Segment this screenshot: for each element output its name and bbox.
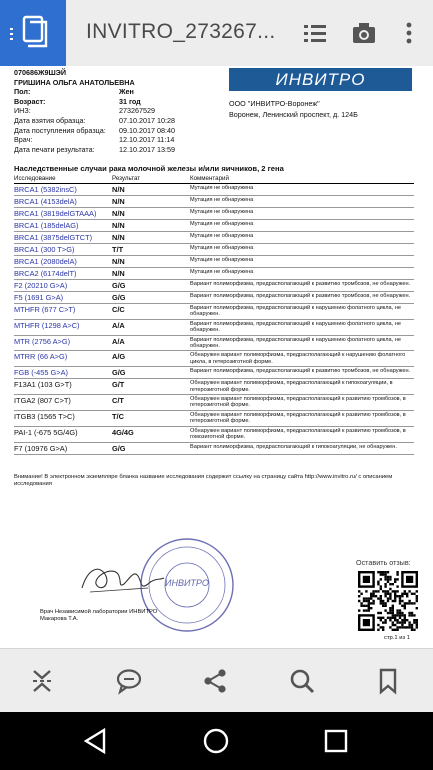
header-comment: Комментарий (190, 175, 414, 184)
test-result: G/G (112, 280, 190, 292)
home-icon[interactable] (202, 727, 230, 755)
qr-code[interactable] (358, 571, 418, 631)
patient-field-row (14, 97, 224, 107)
document-title: INVITRO_273267... (86, 20, 276, 43)
test-comment: Обнаружен вариант полиморфизма, предрасполагающий к нарушению фолатного цикла, в гетерозиготной форме. (190, 351, 414, 367)
lab-address: Воронеж, Ленинский проспект, д. 124Б (229, 110, 358, 119)
table-row (14, 395, 414, 411)
test-name: PAI-1 (-675 5G/4G) (14, 426, 112, 442)
test-result: G/G (112, 292, 190, 304)
patient-code: 070686Ж9ШЭЙ (14, 68, 66, 77)
test-name: ITGA2 (807 C>T) (14, 395, 112, 411)
back-icon[interactable] (82, 727, 108, 755)
test-name-link[interactable]: MTRR (66 A>G) (14, 351, 112, 367)
test-result: G/G (112, 367, 190, 379)
test-name-link[interactable]: F5 (1691 G>A) (14, 292, 112, 304)
table-row (14, 256, 414, 268)
test-comment: Вариант полиморфизма, предрасполагающий к нарушению фолатного цикла, не обнаружен. (190, 335, 414, 351)
patient-name: ГРИШИНА ОЛЬГА АНАТОЛЬЕВНА (14, 77, 135, 87)
recents-icon[interactable] (323, 727, 349, 755)
collapse-icon[interactable] (28, 667, 56, 695)
patient-field-row (14, 87, 224, 97)
pdf-page[interactable] (0, 66, 433, 648)
test-comment: Вариант полиморфизма, предрасполагающий к нарушению фолатного цикла, не обнаружен. (190, 304, 414, 320)
test-comment: Мутация не обнаружена (190, 208, 414, 220)
test-result: N/N (112, 256, 190, 268)
test-result: N/N (112, 184, 190, 196)
patient-field-label: Врач: (14, 135, 33, 145)
menu-button[interactable] (0, 0, 66, 66)
table-row (14, 244, 414, 256)
test-name-link[interactable]: BRCA1 (2080delA) (14, 256, 112, 268)
test-result: 4G/4G (112, 426, 190, 442)
table-row (14, 410, 414, 426)
table-row (14, 208, 414, 220)
header-result: Результат (112, 175, 190, 184)
list-icon[interactable] (302, 20, 328, 46)
table-row (14, 367, 414, 379)
menu-icon (10, 14, 58, 52)
test-name-link[interactable]: BRCA1 (3819delGTAAA) (14, 208, 112, 220)
patient-field-value: 31 год (119, 96, 141, 106)
table-row (14, 232, 414, 244)
patient-field-label: ИНЗ: (14, 106, 31, 116)
test-result: C/C (112, 304, 190, 320)
patient-field-value: 273267529 (119, 106, 155, 116)
table-row (14, 442, 414, 454)
test-comment: Мутация не обнаружена (190, 268, 414, 280)
table-row (14, 426, 414, 442)
section-title: Наследственные случаи рака молочной железы и/или яичников, 2 гена (14, 164, 284, 173)
table-row (14, 304, 414, 320)
test-comment: Обнаружен вариант полиморфизма, предрасполагающий к развитию тромбозов, в гомозиготной форме. (190, 426, 414, 442)
patient-field-value: 12.10.2017 11:14 (119, 135, 175, 145)
test-comment: Мутация не обнаружена (190, 196, 414, 208)
test-comment: Вариант полиморфизма, предрасполагающий к развитию тромбозов, не обнаружен. (190, 367, 414, 379)
patient-field-label: Дата взятия образца: (14, 115, 86, 125)
test-name-link[interactable]: MTHFR (1298 A>C) (14, 319, 112, 335)
bookmark-icon[interactable] (374, 667, 402, 695)
test-result: N/N (112, 196, 190, 208)
test-result: A/A (112, 319, 190, 335)
table-row (14, 268, 414, 280)
test-result: C/T (112, 395, 190, 411)
search-icon[interactable] (288, 667, 316, 695)
lab-org: ООО "ИНВИТРО-Воронеж" (229, 99, 320, 108)
camera-icon[interactable] (351, 20, 377, 46)
test-result: T/T (112, 244, 190, 256)
test-comment: Мутация не обнаружена (190, 256, 414, 268)
table-row (14, 220, 414, 232)
test-name: F13A1 (103 G>T) (14, 379, 112, 395)
table-row (14, 335, 414, 351)
test-comment: Вариант полиморфизма, предрасполагающий к развитию тромбозов, не обнаружен. (190, 292, 414, 304)
test-result: A/A (112, 335, 190, 351)
feedback-label: Оставить отзыв: (356, 558, 411, 567)
test-name-link[interactable]: BRCA1 (5382insC) (14, 184, 112, 196)
test-result: N/N (112, 232, 190, 244)
test-comment: Обнаружен вариант полиморфизма, предрасполагающий к развитию тромбозов, в гетерозиготной форме. (190, 410, 414, 426)
test-name-link[interactable]: MTHFR (677 C>T) (14, 304, 112, 320)
test-name-link[interactable]: BRCA1 (4153delA) (14, 196, 112, 208)
test-result: N/N (112, 208, 190, 220)
patient-field-row (14, 126, 224, 136)
patient-fields (14, 87, 224, 154)
table-row (14, 196, 414, 208)
table-row (14, 184, 414, 196)
patient-field-value: 07.10.2017 10:28 (119, 115, 175, 125)
test-name-link[interactable]: MTR (2756 A>G) (14, 335, 112, 351)
test-result: T/C (112, 410, 190, 426)
table-row (14, 280, 414, 292)
results-body (14, 184, 414, 455)
test-result: G/T (112, 379, 190, 395)
system-navigation-bar (0, 712, 433, 770)
bottom-toolbar (0, 648, 433, 713)
doctor-title: Врач Независимой лаборатории ИНВИТРО (40, 609, 158, 615)
test-comment: Мутация не обнаружена (190, 184, 414, 196)
test-comment: Вариант полиморфизма, предрасполагающий к развитию тромбозов, не обнаружен. (190, 280, 414, 292)
stamp-text: ИНВИТРО (165, 578, 209, 588)
test-result: N/N (112, 268, 190, 280)
test-comment: Мутация не обнаружена (190, 232, 414, 244)
test-comment: Вариант полиморфизма, предрасполагающий к нарушению фолатного цикла, не обнаружен. (190, 319, 414, 335)
patient-field-label: Дата печати результата: (14, 144, 95, 154)
test-result: N/N (112, 220, 190, 232)
patient-field-value: 12.10.2017 13:59 (119, 144, 175, 154)
patient-field-row (14, 145, 224, 155)
more-icon[interactable] (396, 20, 422, 46)
test-result: A/G (112, 351, 190, 367)
patient-field-label: Дата поступления образца: (14, 125, 106, 135)
header-test: Исследование (14, 175, 112, 184)
test-name-link[interactable]: F2 (20210 G>A) (14, 280, 112, 292)
test-name-link[interactable]: BRCA2 (6174delT) (14, 268, 112, 280)
patient-field-row (14, 116, 224, 126)
table-row (14, 379, 414, 395)
test-name-link[interactable]: BRCA1 (185delAG) (14, 220, 112, 232)
test-comment: Мутация не обнаружена (190, 244, 414, 256)
doctor-name: Макарова Т.А. (40, 616, 79, 622)
test-name: ITGB3 (1565 T>C) (14, 410, 112, 426)
test-comment: Обнаружен вариант полиморфизма, предрасполагающий к гипокоагуляции, в гетерозиготной форме. (190, 379, 414, 395)
test-name-link[interactable]: FGB (-455 G>A) (14, 367, 112, 379)
test-result: G/G (112, 442, 190, 454)
table-header-row (14, 175, 414, 184)
patient-field-value: 09.10.2017 08:40 (119, 125, 175, 135)
results-table (14, 175, 414, 455)
test-name: F7 (10976 G>A) (14, 442, 112, 454)
test-name-link[interactable]: BRCA1 (3875delGTCT) (14, 232, 112, 244)
doctor-block (40, 609, 157, 623)
app-toolbar (0, 0, 433, 67)
lab-info (229, 98, 358, 120)
patient-info (14, 68, 224, 154)
test-comment: Вариант полиморфизма, предрасполагающий к гипокоагуляции, не обнаружен. (190, 442, 414, 454)
test-name-link[interactable]: BRCA1 (300 T>G) (14, 244, 112, 256)
invitro-logo: ИНВИТРО (229, 68, 412, 91)
test-comment: Обнаружен вариант полиморфизма, предрасполагающий к развитию тромбозов, в гетерозиготной форме. (190, 395, 414, 411)
table-row (14, 292, 414, 304)
share-icon[interactable] (201, 667, 229, 695)
patient-field-row (14, 135, 224, 145)
patient-field-row (14, 106, 224, 116)
page-number: стр.1 из 1 (384, 635, 410, 641)
table-row (14, 351, 414, 367)
website-note: Внимание! В электронном экземпляре бланка название исследования содержит ссылку на страницу сайта http://www.invitro.ru/ с описанием исследования (14, 474, 393, 487)
patient-field-label: Возраст: (14, 96, 46, 106)
patient-field-label: Пол: (14, 87, 31, 97)
comment-icon[interactable] (115, 667, 143, 695)
patient-field-value: Жен (119, 87, 134, 97)
test-comment: Мутация не обнаружена (190, 220, 414, 232)
table-row (14, 319, 414, 335)
